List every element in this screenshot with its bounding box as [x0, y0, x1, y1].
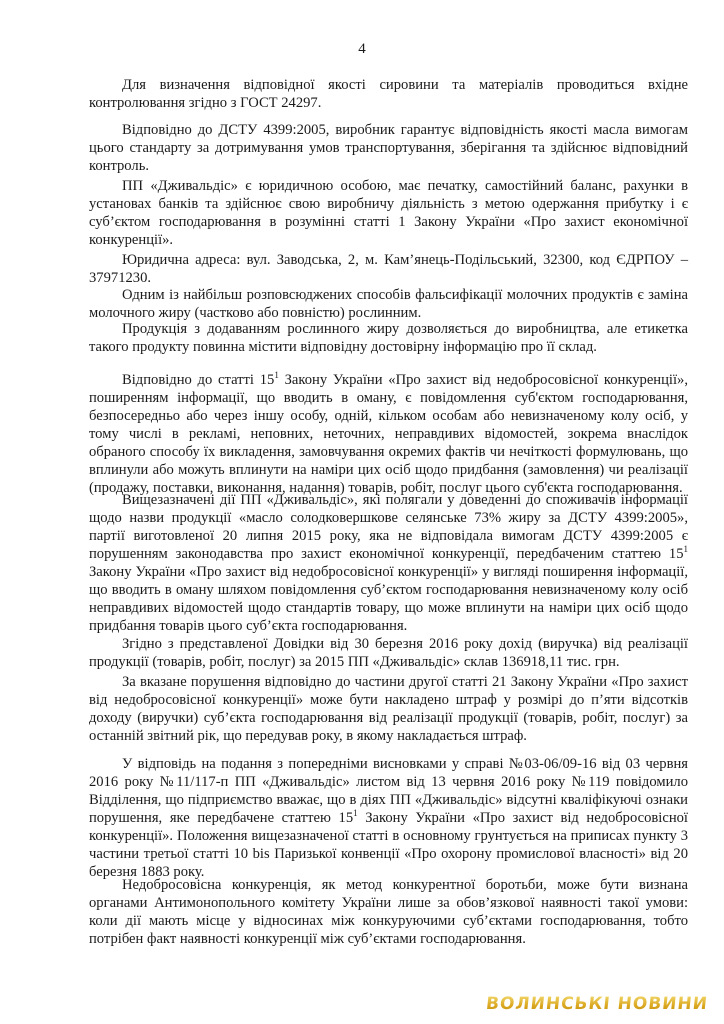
paragraph-text-after: Закону України «Про захист від недобросовісної конкуренції», поширенням інформації, що вводить в оману, є повідомлення суб'єктом господарювання, безпосередньо або через іншу особу, одній, кільком особам або невизначеному колу осіб, у тому числі в рекламі, неповних, неточних, неправдивих відомостей, зокрема внаслідок обраного способу їх викладення, замовчування окремих фактів чи нечіткості формулювань, що вплинули або можуть вплинути на наміри цих осіб щодо придбання (замовлення) чи реалізації (продажу, поставки, виконання, надання) товарів, робіт, послуг цього суб'єкта господарювання. [89, 372, 688, 496]
paragraph-article-15-1 [89, 371, 688, 497]
superscript: 1 [274, 370, 279, 380]
paragraph-text-after: Закону України «Про захист від недобросовісної конкуренції» у вигляді поширення інформації, що вводить в оману шляхом повідомлення суб’єктом господарювання невизначеному колу осіб неправдивих відомостей щодо стандартів товару, що може вплинути на наміри цих осіб щодо придбання товарів цього суб’єкта господарювання. [89, 564, 688, 634]
paragraph-incoming-control: Для визначення відповідної якості сировини та матеріалів проводиться вхідне контролювання згідно з ГОСТ 24297. [89, 77, 688, 111]
superscript: 1 [683, 544, 688, 554]
paragraph-revenue: Згідно з представленої Довідки від 30 березня 2016 року дохід (виручка) від реалізації продукції (товарів, робіт, послуг) за 2015 ПП «Дживальдіс» склав 136918,11 тис. грн. [89, 636, 688, 670]
paragraph-dstu-compliance: Відповідно до ДСТУ 4399:2005, виробник гарантує відповідність якості масла вимогам цього стандарту за дотримування умов транспортування, зберігання та здійснює відповідний контроль. [89, 122, 688, 174]
superscript: 1 [353, 808, 358, 818]
paragraph-fine: За вказане порушення відповідно до частини другої статті 21 Закону України «Про захист від недобросовісної конкуренції» може бути накладено штраф у розмірі до п’яти відсотків доходу (виручки) суб’єкта господарювання від реалізації продукції (товарів, робіт, послуг) за останній звітний рік, що передував року, в якому накладається штраф. [89, 674, 688, 744]
paragraph-text-before: У відповідь на подання з попередніми висновками у справі №03-06/09-16 від 03 червня 2016 року №11/117-п ПП «Дживальдіс» листом від 13 червня 2016 року №119 повідомило Відділення, що підприємство вважає, що в діях ПП «Дживальдіс» відсутні кваліфікуючі ознаки порушення, яке передбачене статтею 15 [89, 756, 688, 826]
paragraph-vegetable-fat: Продукція з додаванням рослинного жиру дозволяється до виробництва, але етикетка такого продукту повинна містити відповідну достовірну інформацію про її склад. [89, 321, 688, 355]
page-number: 4 [358, 41, 366, 57]
paragraph-falsification: Одним із найбільш розповсюджених способів фальсифікації молочних продуктів є заміна молочного жиру (частково або повністю) рослинним. [89, 287, 688, 321]
watermark-logo: ВОЛИНСЬКІ НОВИНИ [484, 994, 709, 1014]
paragraph-text-before: Вищезазначені дії ПП «Дживальдіс», які полягали у доведенні до споживачів інформації щодо назви продукції «масло солодковершкове селянське 73% жиру за ДСТУ 4399:2005», партії виготовленої 20 липня 2015 року, яка не відповідала вимогам ДСТУ 4399:2005 є порушенням законодавства про захист економічної конкуренції, передбаченим статтею 15 [89, 492, 688, 562]
paragraph-legal-address: Юридична адреса: вул. Заводська, 2, м. Кам’янець-Подільський, 32300, код ЄДРПОУ – 37971230. [89, 252, 688, 286]
paragraph-violation-actions [89, 491, 688, 635]
paragraph-text-before: Відповідно до статті 15 [122, 372, 275, 388]
paragraph-text-after: Закону України «Про захист від недобросовісної конкуренції». Положення вищезазначеної статті в основному грунтується на приписах пункту 3 частини третьої статті 10 bis Паризької конвенції «Про охорону промислової власності» від 20 березня 1883 року. [89, 810, 688, 880]
paragraph-legal-entity: ПП «Дживальдіс» є юридичною особою, має печатку, самостійний баланс, рахунки в установах банків та здійснює свою виробничу діяльність з метою одержання прибутку і є суб’єктом господарювання в розумінні статті 1 Закону України «Про захист економічної конкуренції». [89, 178, 688, 248]
paragraph-response [89, 755, 688, 881]
paragraph-unfair-competition: Недобросовісна конкуренція, як метод конкурентної боротьби, може бути визнана органами Антимонопольного комітету України лише за обов’язкової наявності такої умови: коли дії мають місце у відносинах між конкуруючими суб’єктами господарювання, тобто потрібен факт наявності конкуренції між суб’єктами господарювання. [89, 877, 688, 947]
